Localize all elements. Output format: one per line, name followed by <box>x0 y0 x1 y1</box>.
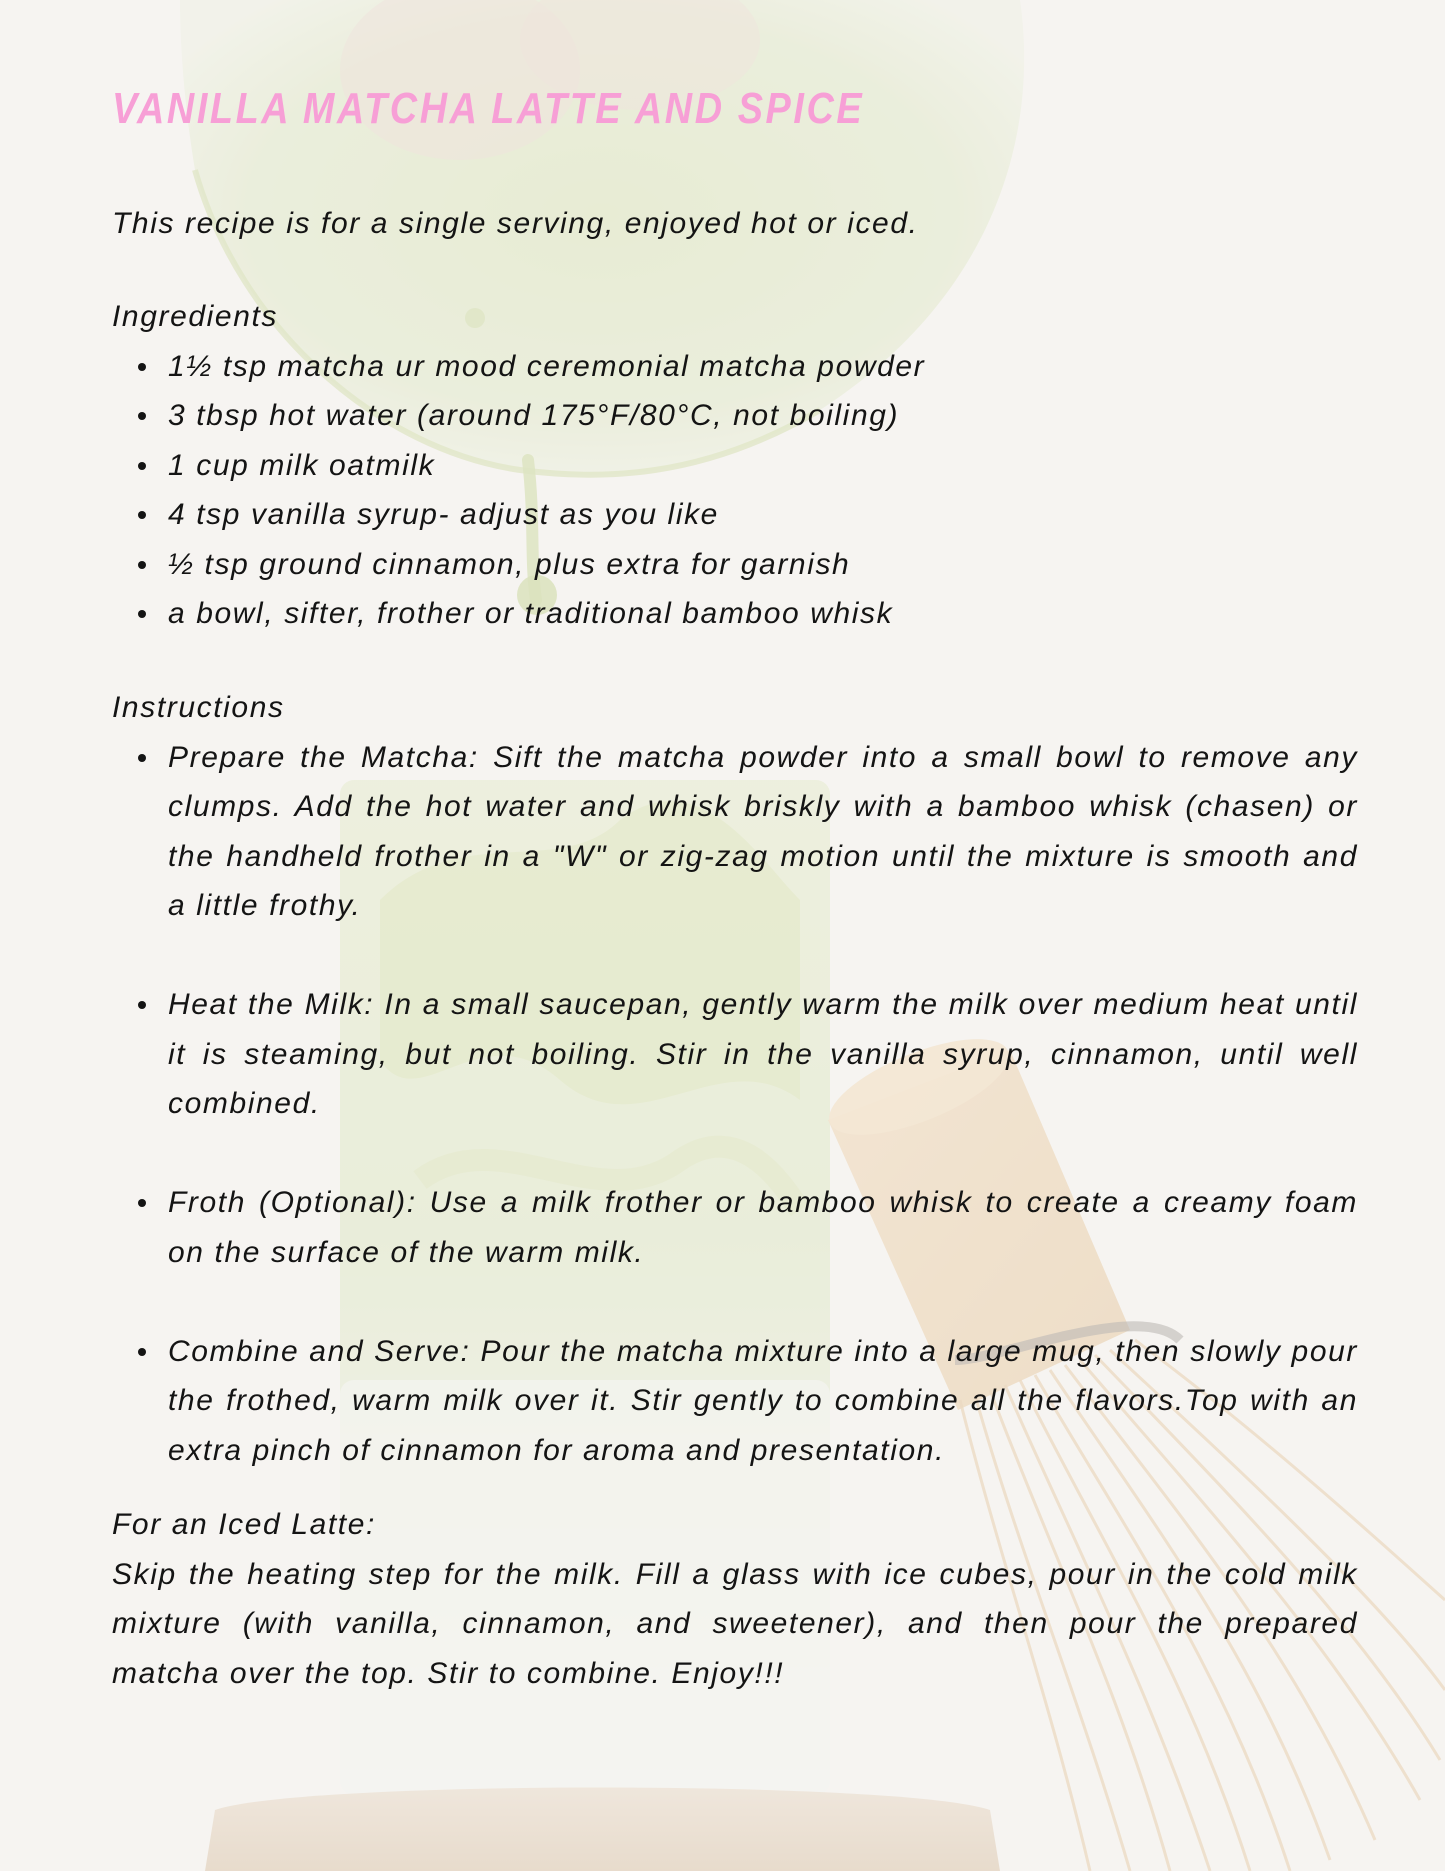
ingredients-section <box>112 292 1358 639</box>
iced-latte-text: Skip the heating step for the milk. Fill a glass with ice cubes, pour in the cold milk mixture (with vanilla, cinnamon, and sweetener), and then pour the prepared matcha over the top. Stir to combine. Enjoy!!! <box>112 1557 1358 1690</box>
iced-latte-heading: For an Iced Latte: <box>112 1508 376 1541</box>
instruction-step: Heat the Milk: In a small saucepan, gently warm the milk over medium heat until it is steaming, but not boiling. Stir in the vanilla syrup, cinnamon, until well combined. <box>168 980 1358 1129</box>
instruction-step: Prepare the Matcha: Sift the matcha powder into a small bowl to remove any clumps. Add the hot water and whisk briskly with a bamboo whisk (chasen) or the handheld frother in a "W" or zig-zag motion until the mixture is smooth and a little frothy. <box>168 733 1358 931</box>
ingredient-item: ½ tsp ground cinnamon, plus extra for garnish <box>168 540 1358 590</box>
instruction-step: Combine and Serve: Pour the matcha mixture into a large mug, then slowly pour the frothed, warm milk over it. Stir gently to combine all the flavors.Top with an extra pinch of cinnamon for aroma and presentation. <box>168 1327 1358 1476</box>
ingredients-list <box>112 342 1358 639</box>
ingredient-item: a bowl, sifter, frother or traditional bamboo whisk <box>168 589 1358 639</box>
instructions-section <box>112 683 1358 1475</box>
instruction-step: Froth (Optional): Use a milk frother or bamboo whisk to create a creamy foam on the surface of the warm milk. <box>168 1178 1358 1277</box>
recipe-intro: This recipe is for a single serving, enjoyed hot or iced. <box>112 207 919 240</box>
recipe-title: VANILLA MATCHA LATTE AND SPICE <box>112 84 865 133</box>
ingredient-item: 1 cup milk oatmilk <box>168 441 1358 491</box>
iced-latte-section <box>112 1500 1358 1698</box>
ingredients-heading: Ingredients <box>112 300 279 333</box>
instructions-list <box>112 733 1358 1476</box>
instructions-heading: Instructions <box>112 691 285 724</box>
ingredient-item: 3 tbsp hot water (around 175°F/80°C, not boiling) <box>168 391 1358 441</box>
ingredient-item: 4 tsp vanilla syrup- adjust as you like <box>168 490 1358 540</box>
ingredient-item: 1½ tsp matcha ur mood ceremonial matcha powder <box>168 342 1358 392</box>
